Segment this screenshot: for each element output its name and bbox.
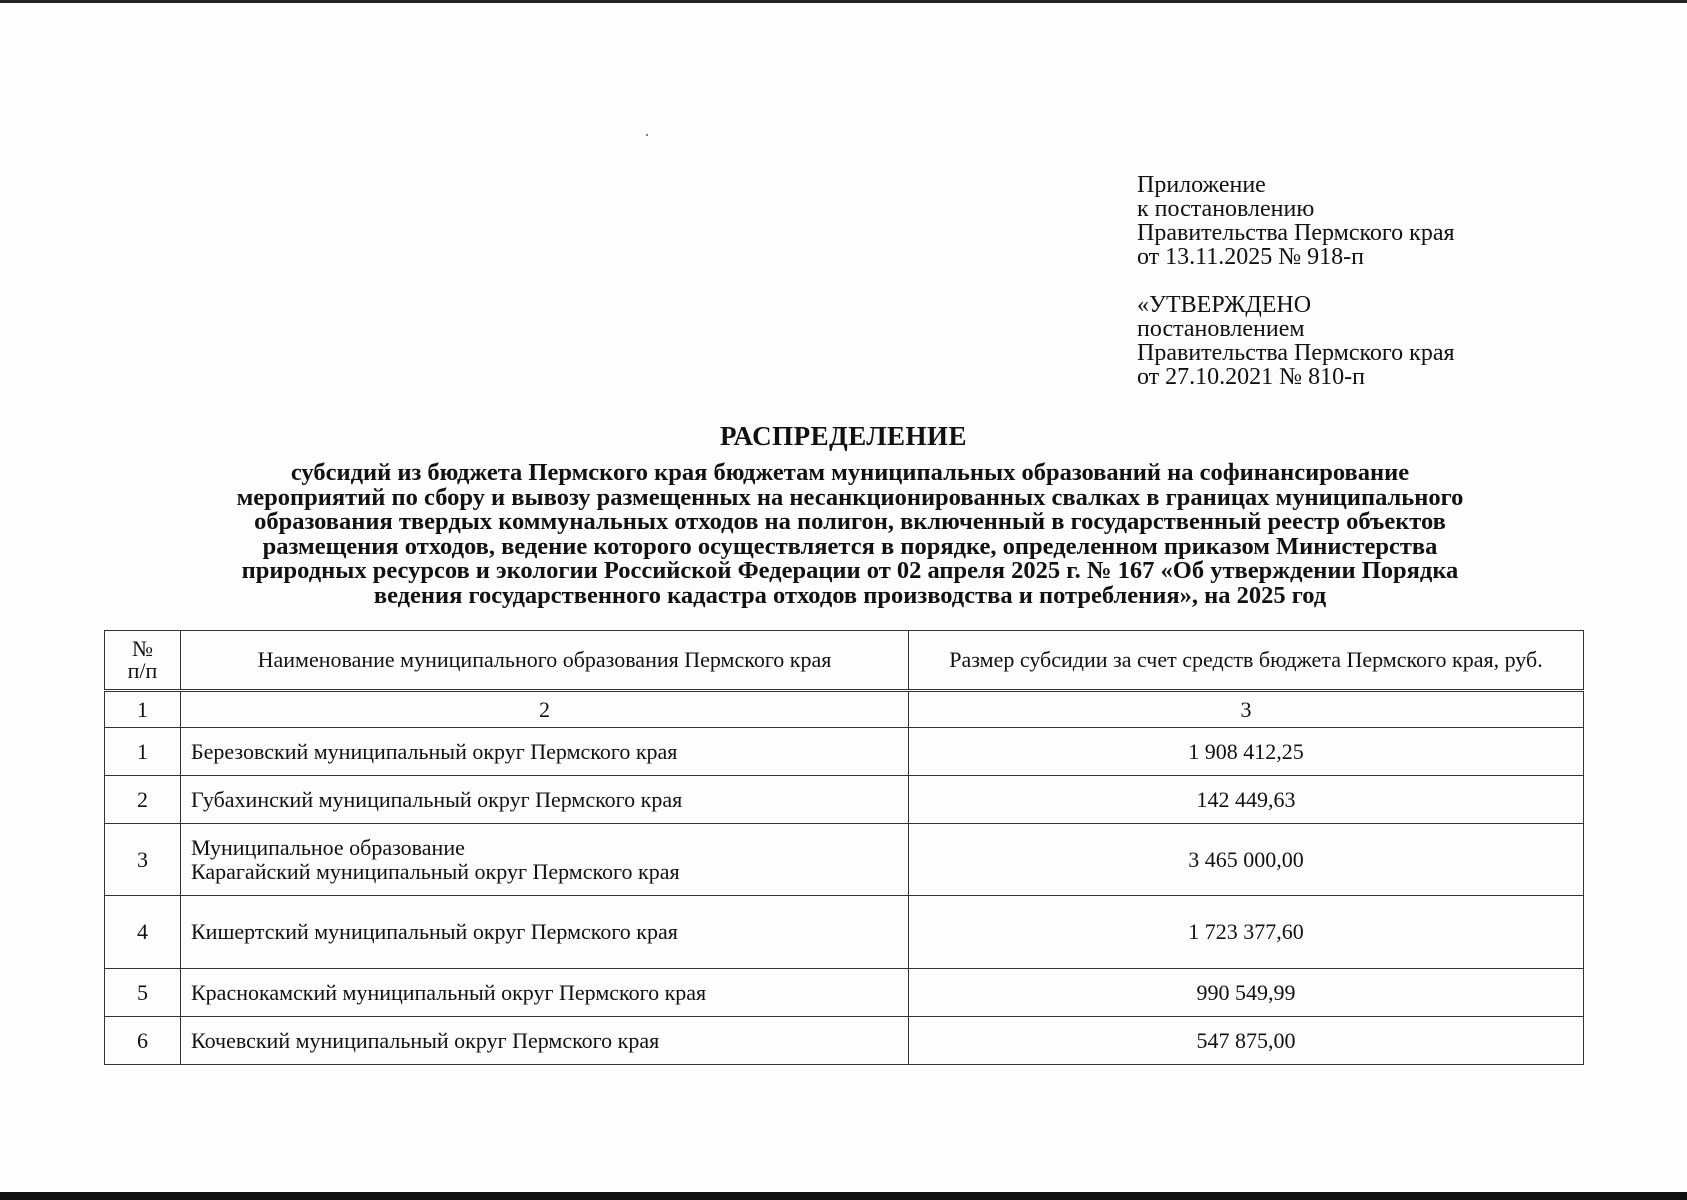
header-number-abbr: п/п [127,658,158,683]
subtitle-line: природных ресурсов и экологии Российской Федерации от 02 апреля 2025 г. № 167 «Об утверждении Порядка [241,557,1459,584]
row-municipality: Кочевский муниципальный округ Пермского края [181,1017,909,1065]
header-municipality: Наименование муниципального образования Пермского края [181,631,909,691]
approval-line: постановлением [1137,316,1305,342]
subtitle-line: образования твердых коммунальных отходов на полигон, включенный в государственный реестр объектов [254,508,1446,535]
table-header-row [105,631,1584,691]
row-number: 1 [105,728,181,776]
row-number: 4 [105,896,181,969]
table-row [105,728,1584,776]
municipality-line: Карагайский муниципальный округ Пермского края [191,858,680,884]
scan-top-edge [0,0,1687,3]
annex-line: Правительства Пермского края [1137,220,1455,246]
row-municipality: Губахинский муниципальный округ Пермского края [181,776,909,824]
subtitle-line: размещения отходов, ведение которого осуществляется в порядке, определенном приказом Министерства [262,532,1438,560]
row-municipality: Краснокамский муниципальный округ Пермского края [181,969,909,1017]
header-number-symbol: № [132,636,153,661]
row-amount: 3 465 000,00 [909,824,1584,896]
header-amount: Размер субсидии за счет средств бюджета Пермского края, руб. [909,631,1584,691]
row-amount: 142 449,63 [909,776,1584,824]
municipality-line: Муниципальное образование [191,834,465,860]
row-number: 6 [105,1017,181,1065]
subtitle-line: ведения государственного кадастра отходов производства и потребления», на 2025 год [373,581,1327,609]
table-row [105,824,1584,896]
annex-reference [1137,173,1455,269]
annex-line: от 13.11.2025 № 918-п [1137,244,1365,270]
table-row [105,969,1584,1017]
annex-line: Приложение [1137,172,1266,198]
approval-reference [1137,293,1455,389]
approval-line: «УТВЕРЖДЕНО [1137,292,1312,318]
table-row [105,776,1584,824]
row-amount: 1 723 377,60 [909,896,1584,969]
annex-block [1137,173,1455,389]
row-amount: 1 908 412,25 [909,728,1584,776]
table-row [105,896,1584,969]
subtitle-line: мероприятий по сбору и вывозу размещенных на несанкционированных свалках в границах муниципального [236,483,1464,511]
column-number: 2 [181,691,909,728]
row-municipality [181,824,909,896]
column-number-row [105,691,1584,728]
subsidy-table [104,630,1584,1065]
row-number: 5 [105,969,181,1017]
column-number: 1 [105,691,181,728]
row-number: 3 [105,824,181,896]
document-subtitle [120,461,1580,608]
row-amount: 547 875,00 [909,1017,1584,1065]
scan-bottom-edge [0,1192,1687,1200]
approval-line: Правительства Пермского края [1137,340,1455,366]
row-municipality: Березовский муниципальный округ Пермского края [181,728,909,776]
row-municipality: Кишертский муниципальный округ Пермского края [181,896,909,969]
document-title: РАСПРЕДЕЛЕНИЕ [719,421,968,451]
subtitle-line: субсидий из бюджета Пермского края бюджетам муниципальных образований на софинансирование [290,459,1410,486]
row-number: 2 [105,776,181,824]
table-row [105,1017,1584,1065]
annex-line: к постановлению [1137,196,1315,222]
header-number [105,631,181,691]
scan-speck [646,134,648,136]
row-amount: 990 549,99 [909,969,1584,1017]
column-number: 3 [909,691,1584,728]
approval-line: от 27.10.2021 № 810-п [1137,364,1365,390]
